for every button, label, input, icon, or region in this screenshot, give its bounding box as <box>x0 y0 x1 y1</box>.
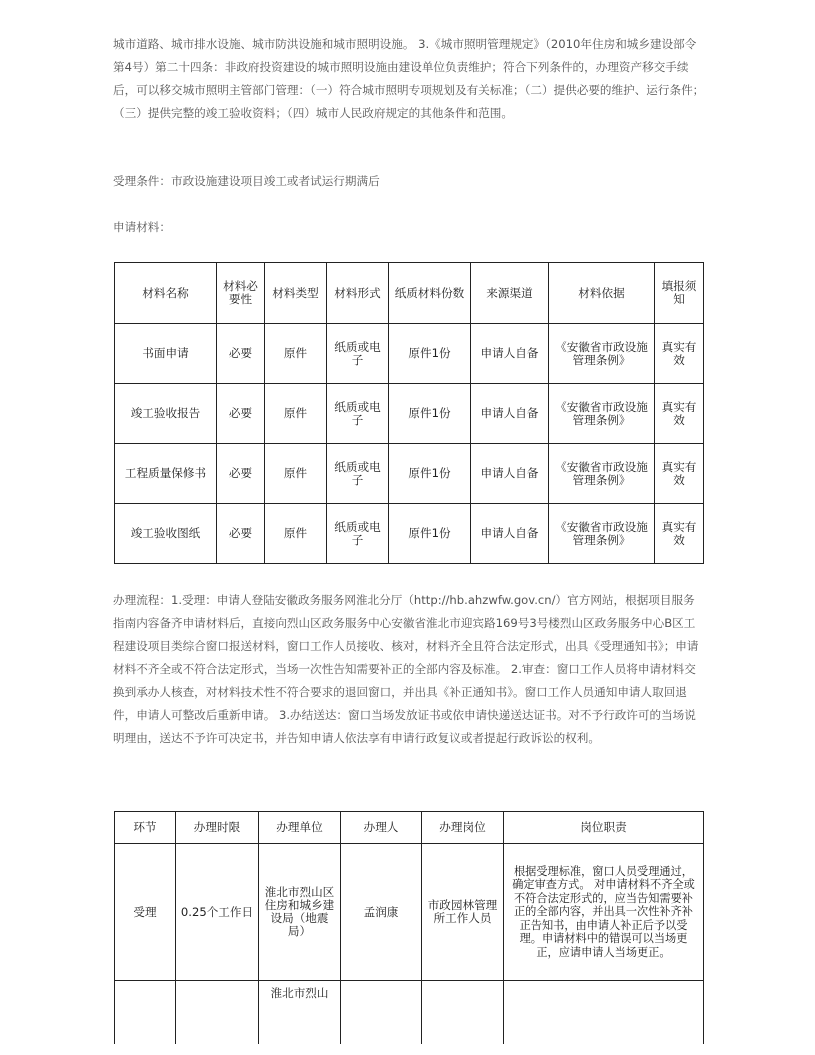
header-material-necessity: 材料必要性 <box>217 263 265 324</box>
acceptance-conditions: 受理条件：市政设施建设项目竣工或者试运行期满后 <box>113 174 380 188</box>
table-cell: 书面申请 <box>115 324 217 384</box>
table-cell: 纸质或电子 <box>327 504 389 564</box>
table-row <box>115 981 704 1045</box>
header-duties: 岗位职责 <box>504 812 704 844</box>
table-cell: 原件1份 <box>389 444 471 504</box>
process-header-row <box>115 812 704 844</box>
table-cell: 原件1份 <box>389 504 471 564</box>
table-cell: 《安徽省市政设施管理条例》 <box>549 384 655 444</box>
table-cell: 真实有效 <box>655 504 704 564</box>
header-material-form: 材料形式 <box>327 263 389 324</box>
table-row <box>115 444 704 504</box>
table-cell: 原件1份 <box>389 324 471 384</box>
table-cell: 0.25个工作日 <box>176 844 259 981</box>
table-cell: 原件 <box>265 504 327 564</box>
table-cell: 《安徽省市政设施管理条例》 <box>549 444 655 504</box>
process-flow-paragraph: 办理流程：1.受理：申请人登陆安徽政务服务网淮北分厅（http://hb.ahzwfw.gov.cn/）官方网站，根据项目服务指南内容备齐申请材料后，直接向烈山区政务服务中心安徽省淮北市迎宾路169号3号楼烈山区政务服务中心B区工程建设项目类综合窗口报送材料，窗口工作人员接收、核对，材料齐全且符合法定形式，出具《受理通知书》；申请材料不齐全或不符合法定形式，当场一次性告知需要补正的全部内容及标准。 2.审查：窗口工作人员将申请材料交换到承办人核查，对材料技术性不符合要求的退回窗口，并出具《补正通知书》。窗口工作人员通知申请人取回退件，申请人可整改后重新申请。 3.办结送达：窗口当场发放证书或依申请快递送达证书。对不予行政许可的当场说明理由，送达不予许可决定书，并告知申请人依法享有申请行政复议或者提起行政诉讼的权利。 <box>113 593 699 745</box>
table-cell: 原件1份 <box>389 384 471 444</box>
header-material-name: 材料名称 <box>115 263 217 324</box>
table-cell: 申请人自备 <box>471 324 549 384</box>
table-cell: 受理 <box>115 844 176 981</box>
header-material-basis: 材料依据 <box>549 263 655 324</box>
table-cell: 纸质或电子 <box>327 384 389 444</box>
table-cell: 申请人自备 <box>471 384 549 444</box>
table-cell: 真实有效 <box>655 324 704 384</box>
table-cell: 竣工验收图纸 <box>115 504 217 564</box>
table-cell: 竣工验收报告 <box>115 384 217 444</box>
table-cell: 申请人自备 <box>471 444 549 504</box>
table-cell: 必要 <box>217 444 265 504</box>
table-cell <box>176 981 259 1045</box>
table-cell <box>115 981 176 1045</box>
table-cell: 必要 <box>217 324 265 384</box>
table-cell: 工程质量保修书 <box>115 444 217 504</box>
table-cell: 淮北市烈山区住房和城乡建设局（地震局） <box>259 844 341 981</box>
table-cell: 市政园林管理所工作人员 <box>422 844 504 981</box>
process-table <box>114 811 704 1044</box>
table-row <box>115 844 704 981</box>
table-row <box>115 324 704 384</box>
table-row <box>115 504 704 564</box>
header-handler: 办理人 <box>341 812 422 844</box>
table-cell: 淮北市烈山 <box>259 981 341 1045</box>
table-cell: 原件 <box>265 444 327 504</box>
table-cell: 必要 <box>217 384 265 444</box>
table-cell: 必要 <box>217 504 265 564</box>
table-cell: 《安徽省市政设施管理条例》 <box>549 504 655 564</box>
materials-header-row <box>115 263 704 324</box>
materials-table <box>114 262 704 564</box>
table-cell: 《安徽省市政设施管理条例》 <box>549 324 655 384</box>
table-cell <box>422 981 504 1045</box>
table-cell <box>341 981 422 1045</box>
table-cell: 纸质或电子 <box>327 324 389 384</box>
table-cell: 原件 <box>265 324 327 384</box>
table-cell: 真实有效 <box>655 384 704 444</box>
table-cell: 孟润康 <box>341 844 422 981</box>
header-paper-copies: 纸质材料份数 <box>389 263 471 324</box>
header-step: 环节 <box>115 812 176 844</box>
table-cell: 真实有效 <box>655 444 704 504</box>
table-cell: 申请人自备 <box>471 504 549 564</box>
table-cell: 纸质或电子 <box>327 444 389 504</box>
header-source-channel: 来源渠道 <box>471 263 549 324</box>
header-time-limit: 办理时限 <box>176 812 259 844</box>
header-position: 办理岗位 <box>422 812 504 844</box>
materials-heading: 申请材料： <box>113 220 171 234</box>
header-fill-notes: 填报须知 <box>655 263 704 324</box>
table-row <box>115 384 704 444</box>
legal-basis-paragraph: 城市道路、城市排水设施、城市防洪设施和城市照明设施。 3.《城市照明管理规定》（2010年住房和城乡建设部令第4号）第二十四条：非政府投资建设的城市照明设施由建设单位负责维护；符合下列条件的，办理资产移交手续后，可以移交城市照明主管部门管理：（一）符合城市照明专项规划及有关标准；（二）提供必要的维护、运行条件；（三）提供完整的竣工验收资料；（四）城市人民政府规定的其他条件和范围。 <box>113 37 705 120</box>
table-cell: 根据受理标准，窗口人员受理通过，确定审查方式。 对申请材料不齐全或不符合法定形式的，应当告知需要补正的全部内容，并出具一次性补齐补正告知书，由申请人补正后予以受理。申请材料中的错误可以当场更正，应请申请人当场更正。 <box>504 844 704 981</box>
header-handling-unit: 办理单位 <box>259 812 341 844</box>
table-cell <box>504 981 704 1045</box>
header-material-type: 材料类型 <box>265 263 327 324</box>
table-cell: 原件 <box>265 384 327 444</box>
